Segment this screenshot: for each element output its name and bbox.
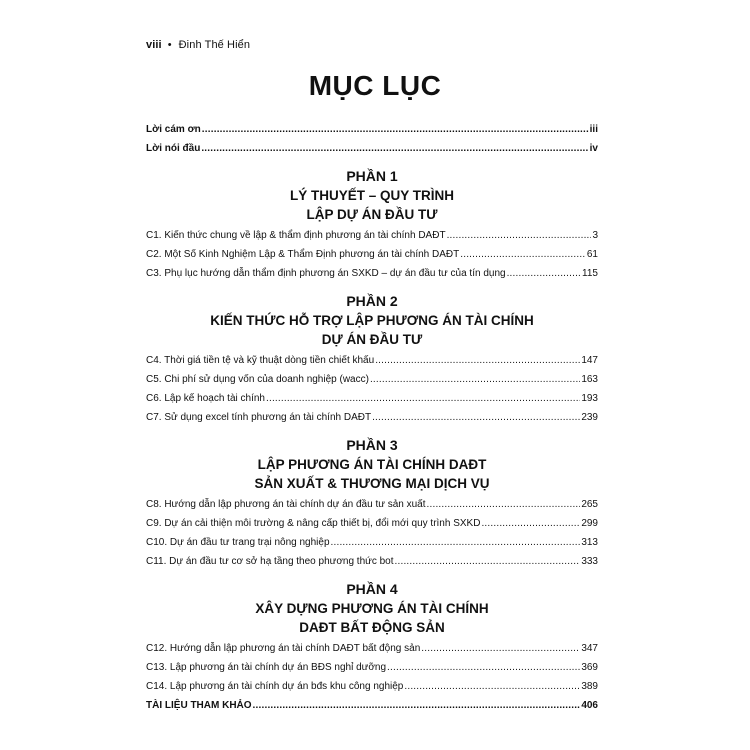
toc-entry-references	[146, 699, 598, 718]
toc-leader-dots	[266, 392, 580, 406]
toc-entry	[146, 392, 598, 411]
toc-entry-label: C12. Hướng dẫn lập phương án tài chính DAĐT bất động sản	[146, 643, 421, 654]
toc-entry-label: C8. Hướng dẫn lập phương án tài chính dự án đầu tư sản xuất	[146, 499, 426, 510]
page-title: MỤC LỤC	[308, 70, 442, 101]
part-title-line: XÂY DỰNG PHƯƠNG ÁN TÀI CHÍNH	[255, 601, 489, 616]
toc-entry-front	[146, 142, 598, 161]
toc-entry-label: C5. Chi phí sử dụng vốn của doanh nghiệp (wacc)	[146, 374, 369, 385]
toc-entry-page: 333	[581, 556, 598, 567]
toc-entry-page: 265	[581, 499, 598, 510]
toc-entry-page: 163	[581, 374, 598, 385]
toc-entry-label: TÀI LIỆU THAM KHẢO	[146, 700, 252, 711]
toc-entry-page: 193	[581, 393, 598, 404]
toc-entry-label: C11. Dự án đầu tư cơ sở hạ tầng theo phương thức bot	[146, 556, 394, 567]
toc-entry-page: 61	[586, 249, 598, 260]
running-head-bullet: •	[167, 39, 172, 51]
toc-entry-page: 369	[581, 662, 598, 673]
toc-entry	[146, 354, 598, 373]
part-title-line: LẬP DỰ ÁN ĐẦU TƯ	[306, 207, 438, 222]
running-head-author: Đinh Thế Hiển	[178, 39, 251, 51]
toc-entry-label: C6. Lập kế hoạch tài chính	[146, 393, 265, 404]
toc-leader-dots	[421, 642, 580, 656]
toc-entry-page: 313	[581, 537, 598, 548]
toc-leader-dots	[404, 680, 580, 694]
part-heading	[146, 436, 598, 493]
toc-leader-dots	[202, 123, 589, 137]
toc-leader-dots	[387, 661, 580, 675]
part-heading	[146, 167, 598, 224]
running-head	[146, 39, 250, 51]
toc-entry	[146, 229, 598, 248]
part-label: PHẦN 3	[346, 437, 398, 453]
part-title-line: LÝ THUYẾT – QUY TRÌNH	[289, 188, 455, 203]
part-title-line: KIẾN THỨC HỖ TRỢ LẬP PHƯƠNG ÁN TÀI CHÍNH	[210, 313, 534, 328]
toc-leader-dots	[370, 373, 580, 387]
toc-entry-label: C2. Một Số Kinh Nghiệm Lập & Thẩm Định phương án tài chính DAĐT	[146, 249, 460, 260]
toc-leader-dots	[253, 699, 581, 713]
table-of-contents	[146, 123, 598, 718]
toc-entry-page: 147	[581, 355, 598, 366]
toc-entry	[146, 555, 598, 574]
part-label: PHẦN 2	[346, 293, 398, 309]
toc-entry-label: C13. Lập phương án tài chính dự án BĐS nghỉ dưỡng	[146, 662, 387, 673]
toc-entry-label: Lời nói đầu	[146, 143, 201, 154]
toc-leader-dots	[507, 267, 581, 281]
toc-entry	[146, 411, 598, 430]
part-title-line: LẬP PHƯƠNG ÁN TÀI CHÍNH DAĐT	[257, 457, 487, 472]
toc-leader-dots	[201, 142, 588, 156]
toc-entry-label: C1. Kiến thức chung về lập & thẩm định phương án tài chính DAĐT	[146, 230, 446, 241]
part-label: PHẦN 1	[346, 168, 398, 184]
toc-entry	[146, 248, 598, 267]
toc-entry-page: iii	[589, 124, 598, 135]
part-heading	[146, 292, 598, 349]
toc-entry	[146, 267, 598, 286]
part-label: PHẦN 4	[346, 581, 398, 597]
toc-entry-page: 3	[592, 230, 598, 241]
toc-entry-label: C4. Thời giá tiền tệ và kỹ thuật dòng tiền chiết khấu	[146, 355, 375, 366]
toc-entry-page: 406	[581, 700, 598, 711]
toc-entry-page: 299	[581, 518, 598, 529]
toc-leader-dots	[427, 498, 581, 512]
toc-entry	[146, 642, 598, 661]
toc-leader-dots	[331, 536, 581, 550]
toc-entry-page: 239	[581, 412, 598, 423]
toc-entry-label: C14. Lập phương án tài chính dự án bđs khu công nghiệp	[146, 681, 404, 692]
toc-entry-front	[146, 123, 598, 142]
toc-entry	[146, 680, 598, 699]
toc-entry-label: C10. Dự án đầu tư trang trại nông nghiệp	[146, 537, 330, 548]
part-title-line: DỰ ÁN ĐẦU TƯ	[321, 332, 423, 347]
toc-entry	[146, 536, 598, 555]
part-title-line: DAĐT BẤT ĐỘNG SẢN	[299, 620, 445, 635]
toc-leader-dots	[395, 555, 581, 569]
toc-leader-dots	[375, 354, 580, 368]
toc-entry-label: C3. Phụ lục hướng dẫn thẩm định phương án SXKD – dự án đầu tư của tín dụng	[146, 268, 506, 279]
toc-entry	[146, 498, 598, 517]
part-title-line: SẢN XUẤT & THƯƠNG MẠI DỊCH VỤ	[254, 476, 490, 491]
toc-entry-page: iv	[589, 143, 598, 154]
toc-leader-dots	[447, 229, 592, 243]
toc-entry-page: 389	[581, 681, 598, 692]
toc-entry-label: C9. Dự án cải thiện môi trường & nâng cấp thiết bị, đổi mới quy trình SXKD	[146, 518, 481, 529]
toc-entry-label: C7. Sử dụng excel tính phương án tài chính DAĐT	[146, 412, 372, 423]
running-head-page-number: viii	[146, 39, 162, 51]
toc-entry	[146, 661, 598, 680]
toc-entry-page: 115	[582, 268, 598, 279]
toc-leader-dots	[481, 517, 580, 531]
toc-entry	[146, 517, 598, 536]
toc-entry-page: 347	[581, 643, 598, 654]
toc-entry	[146, 373, 598, 392]
part-heading	[146, 580, 598, 637]
toc-entry-label: Lời cám ơn	[146, 124, 201, 135]
toc-leader-dots	[460, 248, 586, 262]
toc-leader-dots	[372, 411, 580, 425]
